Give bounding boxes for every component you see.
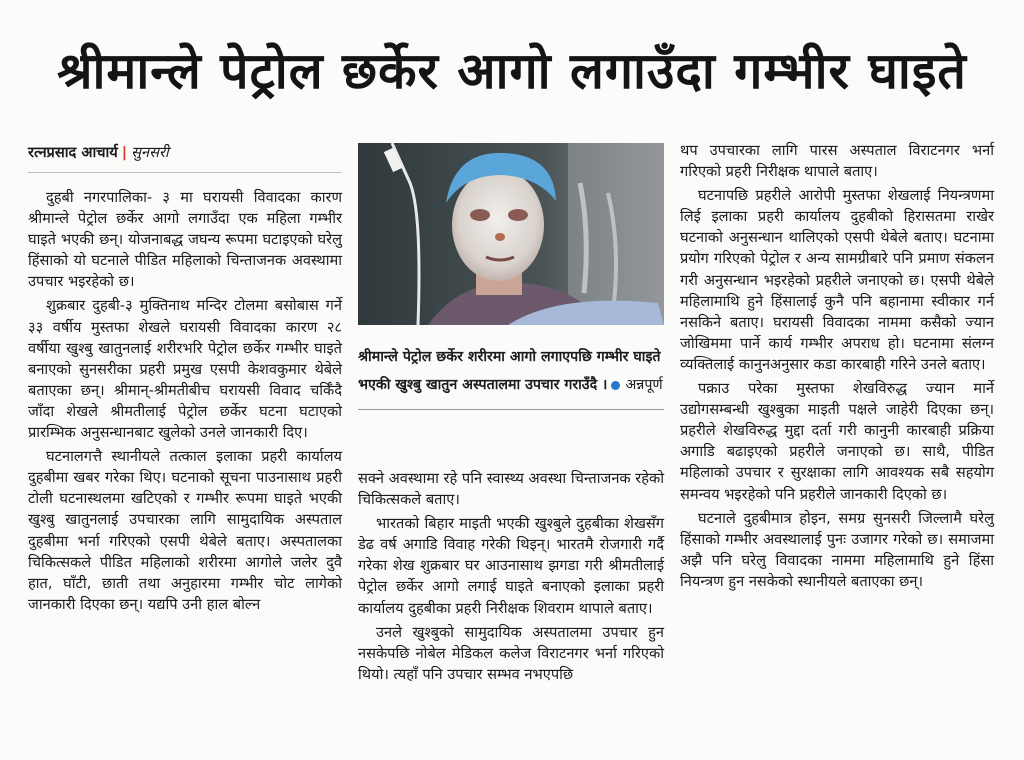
photo-credit: अन्नपूर्ण: [625, 377, 663, 393]
photo-caption: [358, 343, 664, 410]
paragraph: थप उपचारका लागि पारस अस्पताल विराटनगर भर्ना गरिएको प्रहरी निरीक्षक थापाले बताए।: [680, 142, 994, 181]
paragraph: उनले खुश्बुको सामुदायिक अस्पतालमा उपचार हुन नसकेपछि नोबेल मेडिकल कलेज विराटनगर भर्ना गरिएको थियो। त्यहाँ पनि उपचार सम्भव नभएपछि: [358, 623, 664, 683]
news-photo: [358, 143, 664, 325]
paragraph: घटनापछि प्रहरीले आरोपी मुस्तफा शेखलाई नियन्त्रणमा लिई इलाका प्रहरी कार्यालय दुहबीको हिरासतमा राखेर घटनाको अनुसन्धान थालिएको एसपी थेबेले बताए। घटनामा प्रयोग गरिएको पेट्रोल र अन्य सामग्रीबारे पनि प्रमाण संकलन गरी अनुसन्धान भइरहेको प्रहरीले जनाएको छ। एसपी थेबेले महिलामाथि हुने हिंसालाई कुनै पनि बहानामा स्वीकार गर्न नसकिने बताए। घरायसी विवादका नाममा कसैको ज्यान जोखिममा पार्ने कार्य गम्भीर अपराध हो। घटनामा संलग्न व्यक्तिलाई कानुनअनुसार कडा कारबाही गरिने उनले बताए।: [680, 187, 994, 373]
article-column-3: [680, 140, 994, 595]
article-column-1: [28, 142, 342, 618]
paragraph: सक्ने अवस्थामा रहे पनि स्वास्थ्य अवस्था चिन्ताजनक रहेको चिकित्सकले बताए।: [358, 470, 664, 509]
author-name: रत्नप्रसाद आचार्य: [28, 144, 118, 161]
article-column-2: [358, 468, 664, 688]
paragraph: शुक्रबार दुहबी-३ मुक्तिनाथ मन्दिर टोलमा बसोबास गर्ने ३३ वर्षीय मुस्तफा शेखले घरायसी विवादका कारण २८ वर्षीया खुश्बु खातुनलाई शरीरभरि पेट्रोल छर्केर गम्भीर घाइते बनाएको सुनसरीका प्रहरी प्रमुख एसपी केशवकुमार थेबेले बताएका छन्। श्रीमान्-श्रीमतीबीच घरायसी विवाद चर्किँदै जाँदा शेखले श्रीमतीलाई पेट्रोल छर्केर घटना घटाएको प्रारम्भिक अनुसन्धानबाट खुलेको उनले जानकारी दिए।: [28, 297, 342, 442]
caption-text: श्रीमान्ले पेट्रोल छर्केर शरीरमा आगो लगाएपछि गम्भीर घाइते भएकी खुश्बु खातुन अस्पतालमा उपचार गराउँदै ।: [358, 349, 661, 393]
paragraph: भारतको बिहार माइती भएकी खुश्बुले दुहबीका शेखसँग डेढ वर्ष अगाडि विवाह गरेकी थिइन्। भारतमै रोजगारी गर्दै गरेका शेख शुक्रबार घर आउनासाथ झगडा गरी श्रीमतीलाई पेट्रोल छर्केर आगो लगाई घाइते बनाएको इलाका प्रहरी कार्यालय दुहबीका प्रहरी निरीक्षक शिवराम थापाले बताए।: [358, 515, 664, 617]
paragraph: घटनाले दुहबीमात्र होइन, समग्र सुनसरी जिल्लामै घरेलु हिंसाको गम्भीर अवस्थालाई पुनः उजागर गरेको छ। समाजमा अझै पनि घरेलु विवादका नाममा महिलामाथि हुने हिंसा नियन्त्रण हुन नसकेको स्थानीयले बताएका छन्।: [680, 509, 994, 590]
dateline-place: सुनसरी: [131, 144, 169, 161]
paragraph: घटनालगत्तै स्थानीयले तत्काल इलाका प्रहरी कार्यालय दुहबीमा खबर गरेका थिए। घटनाको सूचना पाउनासाथ प्रहरी टोली घटनास्थलमा खटिएको र गम्भीर रूपमा घाइते भएकी खुश्बु खातुनलाई उपचारका लागि सामुदायिक अस्पताल दुहबीमा भर्ना गरिएको एसपी थेबेले बताए। अस्पतालका चिकित्सकले पीडित महिलाको शरीरमा आगोले जलेर दुवै हात, घाँटी, छाती तथा अनुहारमा गम्भीर चोट लागेको जानकारी दिएका छन्। यद्यपि उनी हाल बोल्न: [28, 448, 342, 613]
byline-separator: |: [121, 144, 128, 161]
paragraph: पक्राउ परेका मुस्तफा शेखविरुद्ध ज्यान मार्ने उद्योगसम्बन्धी खुश्बुका माइती पक्षले जाहेरी दिएका छन्। प्रहरीले शेखविरुद्ध मुद्दा दर्ता गरी कानुनी कारबाही प्रक्रिया अगाडि बढाइएको प्रहरीले जनाएको छ। साथै, पीडित महिलाको उपचार र सुरक्षाका लागि आवश्यक सबै सहयोग समन्वय भइरहेको पनि प्रहरीले जानकारी दिएको छ।: [680, 380, 994, 503]
news-photo-injured-woman-icon: [358, 143, 664, 325]
byline: [28, 142, 342, 173]
headline: श्रीमान्ले पेट्रोल छर्केर आगो लगाउँदा गम्भीर घाइते: [57, 42, 967, 100]
credit-dot-icon: [611, 381, 620, 390]
paragraph: दुहबी नगरपालिका- ३ मा घरायसी विवादका कारण श्रीमान्ले पेट्रोल छर्केर आगो लगाउँदा एक महिला गम्भीर घाइते भएकी छन्। योजनाबद्ध जघन्य रूपमा घटाइएको घरेलु हिंसाको यो घटनाले पीडित महिलाको चिन्ताजनक अवस्थामा उपचार भइरहेको छ।: [28, 189, 342, 291]
